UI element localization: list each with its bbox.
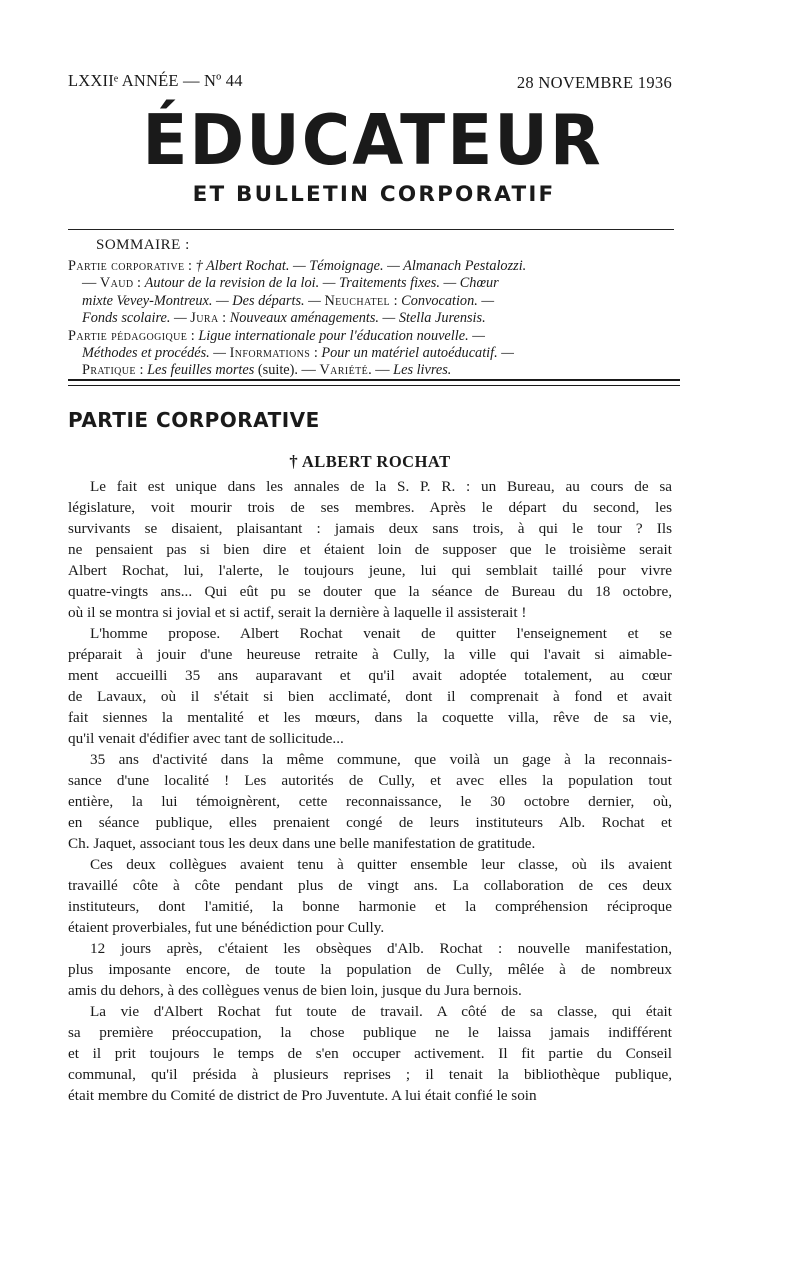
section-title: PARTIE CORPORATIVE [68,408,320,432]
masthead-rule [68,229,674,230]
article-line: entière, la lui témoignèrent, cette reconnaissance, le 30 octobre dernier, où, [68,793,672,810]
article-line: en séance publique, elles prenaient congé de leurs instituteurs Alb. Rochat et [68,814,672,831]
article-line: fait siennes la mentalité et les mœurs, dans la coquette villa, rêve de sa vie, [68,709,672,726]
sommaire-section-corporative: Partie corporative [68,258,185,274]
article-line: Le fait est unique dans les annales de la S. P. R. : un Bureau, au cours de sa [90,478,672,495]
sommaire-line: Méthodes et procédés. — Informations : Pour un matériel autoéducatif. — [82,345,514,362]
sommaire-items: Nouveaux aménagements. — Stella Jurensis. [229,310,486,327]
article-line: de Lavaux, où il s'était si bien acclimaté, dont il comprenait à fond et avait [68,688,672,705]
article-line: 35 ans d'activité dans la même commune, que voilà un gage à la reconnais- [90,751,672,768]
article-body [68,476,672,1106]
article-line: quatre-vingts ans... Qui eût pu se douter que la séance de Bureau du 18 octobre, [68,583,672,600]
sommaire-line: mixte Vevey-Montreux. — Des départs. — Neuchatel : Convocation. — [82,292,495,309]
article-line: plus imposante encore, de toute la population de Cully, mêlée à de nombreux [68,961,672,978]
article-line: instituteurs, dont l'amitié, la bonne harmonie et la compréhension réciproque [68,898,672,915]
article-line: étaient proverbiales, fut une bénédiction pour Cully. [68,919,385,936]
article-line: survivants se disaient, plaisantant : jamais deux sans trois, à qui le tour ? Ils [68,520,672,537]
sommaire-variete: Variété [319,362,369,379]
sommaire-items: mixte Vevey-Montreux. — Des départs. — [82,292,321,309]
sommaire-items: Fonds scolaire. — [82,310,187,327]
masthead-subtitle: ET BULLETIN CORPORATIF [192,182,556,207]
sommaire-items: Pour un matériel autoéducatif. — [321,345,514,362]
sommaire-informations: Informations [229,345,311,362]
sommaire-items: Convocation. — [401,292,495,309]
sommaire-label: SOMMAIRE : [96,237,190,253]
sommaire-line: Partie pédagogique : Ligue internationale pour l'éducation nouvelle. — [68,327,485,344]
sommaire-canton-vaud: Vaud [99,275,134,292]
article-line: sance d'une localité ! Les autorités de Cully, et avec elles la population tout [68,772,672,789]
article-line: Ces deux collègues avaient tenu à quitter ensemble leur classe, où ils avaient [90,856,672,873]
article-line: 12 jours après, c'étaient les obsèques d'Alb. Rochat : nouvelle manifestation, [90,940,672,957]
sommaire-rule-thin [68,385,680,386]
sommaire-section-pedagogique: Partie pédagogique [68,327,188,344]
sommaire-items: Ligue internationale pour l'éducation nouvelle. — [198,327,485,344]
article-line: sa première préoccupation, la chose publique ne le laissa jamais indifférent [68,1024,672,1041]
sommaire-items: † Albert Rochat. — Témoignage. — Almanach Pestalozzi. [195,258,527,274]
article-line: Albert Rochat, lui, l'alerte, le toujours jeune, lui qui semblait taillé pour vivre [68,562,672,579]
article-line: amis du dehors, à des collègues venus de bien loin, jusque du Jura bernois. [68,982,522,999]
article-line: législature, voit mourir trois de ses membres. Après le départ du second, les [68,499,672,516]
sommaire-items: Les livres. [393,362,452,379]
article-title: † ALBERT ROCHAT [289,452,451,471]
article-line: et il prit toujours le temps de s'en occuper activement. Il fit partie du Conseil [68,1045,672,1062]
issue-date: 28 NOVEMBRE 1936 [516,73,672,92]
sommaire-contents [68,258,678,380]
sommaire-canton-jura: Jura [190,310,219,327]
article-line: où il se montra si jovial et si actif, serait la dernière à laquelle il assisterait ! [68,604,527,621]
sommaire-items: Méthodes et procédés. — [82,345,226,362]
article-line: ne pensaient pas si bien dire et étaient loin de supposer que le troisième serait [68,541,672,558]
article-line: travaillé côte à côte pendant plus de vingt ans. La collaboration de ces deux [68,877,672,894]
article-line: Ch. Jaquet, associant tous les deux dans une belle manifestation de gratitude. [68,835,536,852]
sommaire-items: Autour de la revision de la loi. — Traitements fixes. — Chœur [144,275,499,292]
article-line: qu'il venait d'édifier avec tant de sollicitude... [68,730,344,747]
sommaire-line: Fonds scolaire. — Jura : Nouveaux aménagements. — Stella Jurensis. [82,310,486,327]
sommaire-items: Les feuilles mortes [147,362,255,379]
masthead-title: ÉDUCATEUR [142,100,603,181]
sommaire-pratique: Pratique [82,362,136,379]
sommaire-line: Partie corporative : † Albert Rochat. — Témoignage. — Almanach Pestalozzi. [68,258,527,274]
article-line: La vie d'Albert Rochat fut toute de travail. A côté de sa classe, qui était [90,1003,672,1020]
sommaire-rule-thick [68,379,680,381]
article-line: préparait à jouir d'une heureuse retraite à Cully, la ville qui l'avait si aimable- [68,646,672,663]
sommaire-canton-neuchatel: Neuchatel [324,292,391,309]
article-line: communal, qu'il présida à plusieurs reprises ; il tenait la bibliothèque publique, [68,1066,672,1083]
article-line: ment accueilli 35 ans auparavant et qu'il avait adoptée totalement, au cœur [68,667,672,684]
article-line: L'homme propose. Albert Rochat venait de quitter l'enseignement et se [90,625,672,642]
sommaire-line: — Vaud : Autour de la revision de la loi. — Traitements fixes. — Chœur [82,275,499,292]
issue-number: LXXIIᵉ ANNÉE — Nº 44 [68,71,243,90]
sommaire-suffix: (suite). — [257,362,316,379]
sommaire-line: Pratique : Les feuilles mortes (suite). — Variété. — Les livres. [82,362,452,379]
article-line: était membre du Comité de district de Pro Juventute. A lui était confié le soin [68,1087,537,1104]
